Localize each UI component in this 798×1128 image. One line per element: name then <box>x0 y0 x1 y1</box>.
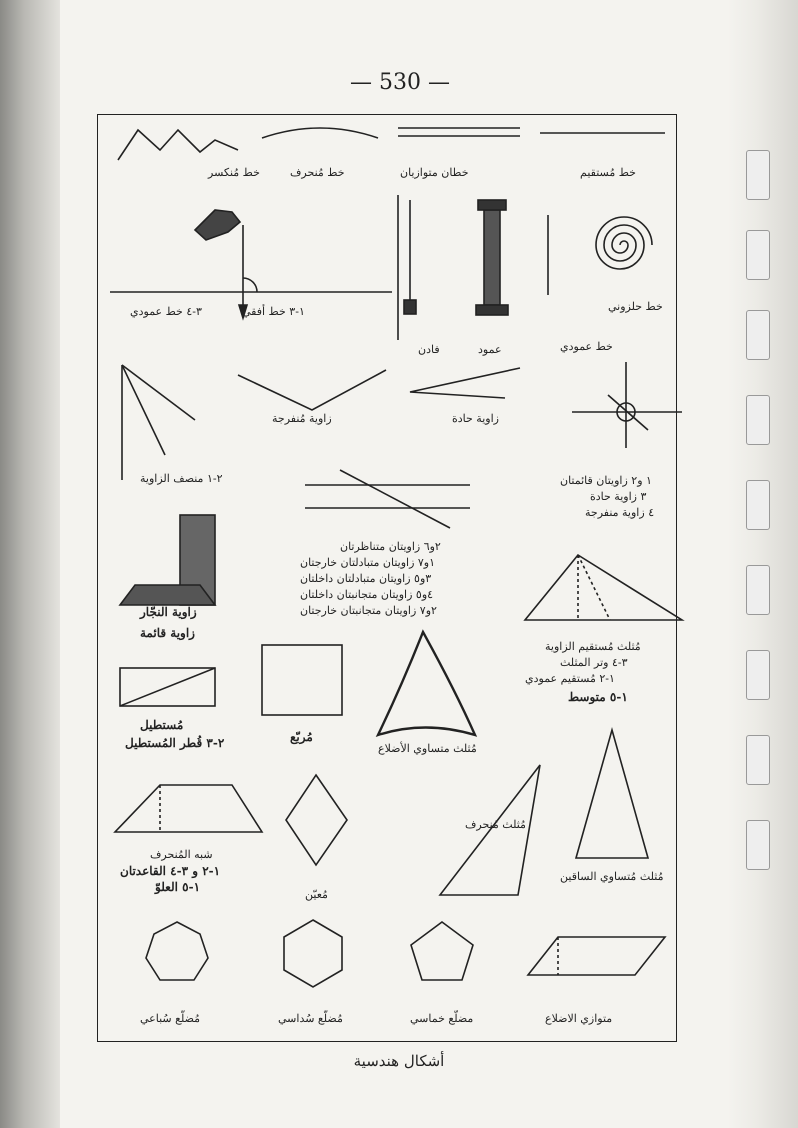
obtuse-angle <box>238 370 386 410</box>
label-bisector: ٢-١ منصف الزاوية <box>140 472 223 485</box>
label-acute-3: ٣ زاوية حادة <box>590 490 647 503</box>
label-rectangle: مُستطيل <box>140 718 184 732</box>
label-trapezoid: شبه المُنحرف <box>150 848 213 861</box>
label-horizontal: ١-٣ خط أفقي <box>242 305 305 318</box>
label-transversal-1: ٢و٦ زاويتان متناظرتان <box>340 540 441 553</box>
label-transversal-5: ٢و٧ زاويتان متجانبتان خارجتان <box>300 604 437 617</box>
label-transversal-3: ٣و٥ زاويتان متبادلتان داخلتان <box>300 572 432 585</box>
pentagon <box>411 922 473 980</box>
rectangle-diagonal <box>120 668 215 706</box>
label-column: عمود <box>478 343 502 356</box>
label-scalene: مُثلث مُنحرف <box>465 818 526 831</box>
label-rhombus: مُعيّن <box>305 888 328 901</box>
equilateral-triangle <box>378 632 475 735</box>
spiral <box>596 217 652 269</box>
plumb-weight <box>404 300 416 314</box>
label-parallel: خطان متوازيان <box>400 166 469 179</box>
label-right-angles: ١ و٢ زاويتان قائمتان <box>560 474 652 487</box>
figure-caption: أشكال هندسية <box>353 1052 445 1070</box>
label-spiral: خط حلزوني <box>608 300 663 313</box>
label-square: مُربّع <box>290 730 313 744</box>
label-isosceles: مُثلث مُتساوي الساقين <box>560 870 664 883</box>
label-hypotenuse: ٣-٤ وتر المثلث <box>560 656 628 669</box>
acute-angle <box>410 368 520 398</box>
label-median: ١-٥ متوسط <box>568 690 628 704</box>
label-hexagon: مُضلّع سُداسي <box>278 1012 343 1025</box>
label-zigzag: خط مُنكسر <box>208 166 260 179</box>
heptagon <box>146 922 208 980</box>
column-base <box>476 305 508 315</box>
label-plumb: خط عمودي <box>560 340 613 353</box>
label-rectangle-diagonal: ٢-٣ قُطر المُستطيل <box>125 736 225 750</box>
carpenter-square-base <box>120 585 215 605</box>
label-right-angle: زاوية قائمة <box>140 626 195 640</box>
label-parallelogram: متوازي الاضلاع <box>545 1012 613 1025</box>
hexagon <box>284 920 342 987</box>
zigzag-line <box>118 130 238 160</box>
trapezoid <box>115 785 262 832</box>
square <box>262 645 342 715</box>
label-pentagon: مضلّع خماسي <box>410 1012 474 1025</box>
label-trapezoid-bases: ١-٢ و ٣-٤ القاعدتان <box>120 864 221 878</box>
isosceles-triangle <box>576 730 648 858</box>
label-plumb-tool: فادن <box>418 343 440 356</box>
parallelogram <box>528 937 665 975</box>
column-capital <box>478 200 506 210</box>
label-carpenter-square: زاوية النجّار <box>140 605 197 619</box>
right-triangle <box>525 555 682 620</box>
curved-line <box>262 128 378 138</box>
hand-icon <box>195 210 240 240</box>
label-obtuse-4: ٤ زاوية منفرجة <box>585 506 655 519</box>
label-trapezoid-height: ١-٥ العلوّ <box>155 880 201 894</box>
label-right-triangle: مُثلث مُستقيم الزاوية <box>545 640 641 653</box>
bisector-ray-1 <box>122 365 195 420</box>
label-acute: زاوية حادة <box>452 412 499 425</box>
transversal <box>340 470 450 528</box>
page-number: — 530 — <box>350 70 450 95</box>
label-transversal-4: ٤و٥ زاويتان متجانبتان داخلتان <box>300 588 434 601</box>
label-obtuse: زاوية مُنفرجة <box>272 412 332 425</box>
column-shaft <box>484 210 500 305</box>
rhombus <box>286 775 347 865</box>
label-transversal-2: ١و٧ زاويتان متبادلتان خارجتان <box>300 556 436 569</box>
label-heptagon: مُضلّع سُباعي <box>140 1012 201 1025</box>
label-perpendicular: ١-٢ مُستقيم عمودي <box>525 672 615 685</box>
label-equilateral: مُثلث متساوي الأضلاع <box>378 742 477 755</box>
label-curved: خط مُنحرف <box>290 166 345 179</box>
bisector-line <box>122 365 165 455</box>
right-angle-arc <box>243 278 257 292</box>
label-vertical: ٣-٤ خط عمودي <box>130 305 202 318</box>
label-straight: خط مُستقيم <box>580 166 636 179</box>
